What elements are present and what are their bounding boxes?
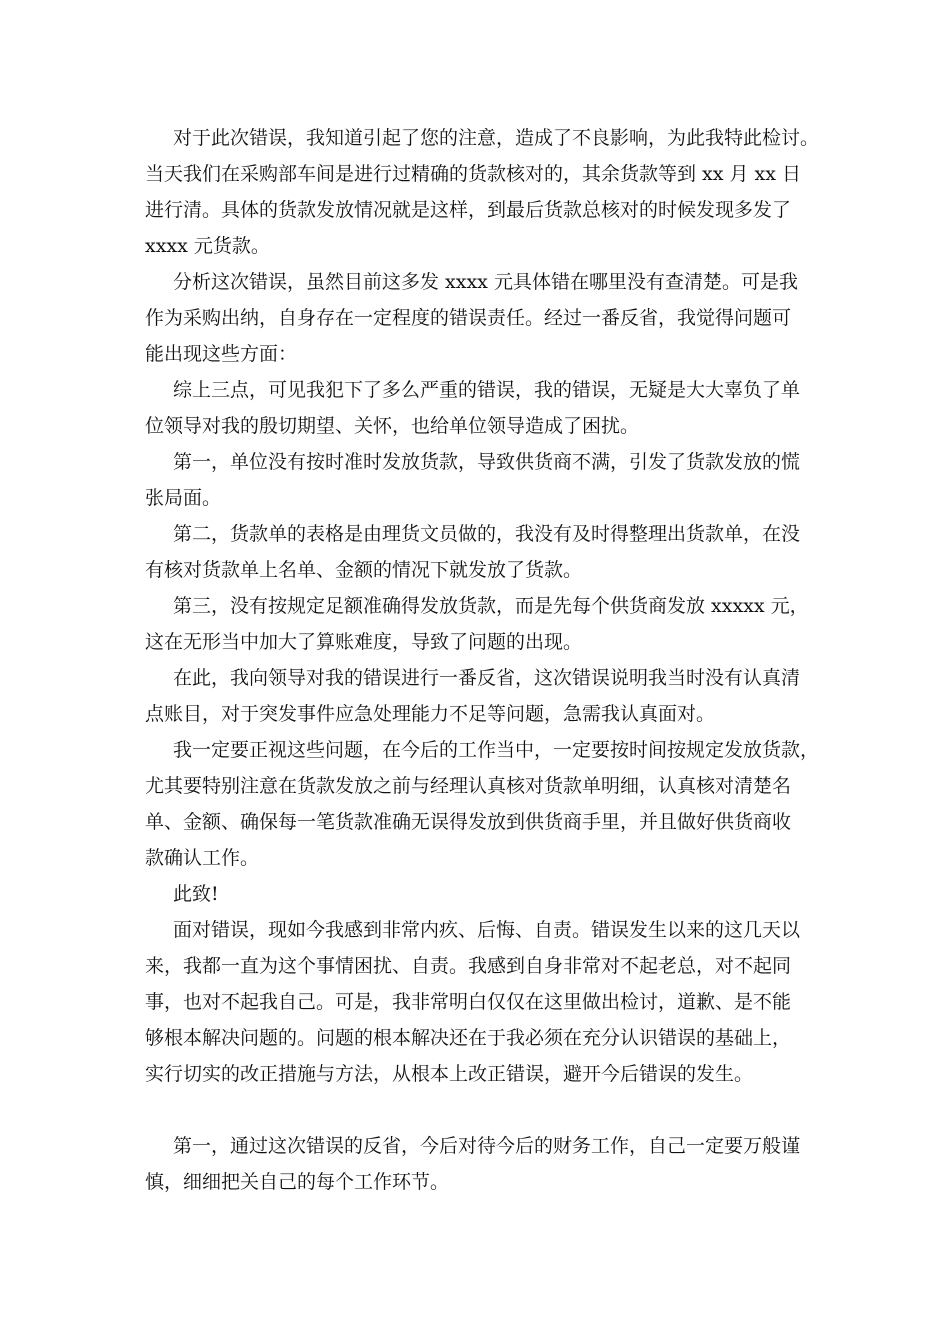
paragraph-10	[145, 1128, 815, 1200]
text-line: 对于此次错误，我知道引起了您的注意，造成了不良影响，为此我特此检讨。	[173, 127, 820, 149]
text-line: 能出现这些方面：	[145, 343, 298, 365]
text-line: 事，也对不起我自己。可是，我非常明白仅仅在这里做出检讨，道歉、是不能	[145, 991, 792, 1013]
text-line: 实行切实的改正措施与方法，从根本上改正错误，避开今后错误的发生。	[145, 1063, 754, 1085]
text-line: 我一定要正视这些问题，在今后的工作当中，一定要按时间按规定发放货款，	[173, 739, 820, 761]
text-line: 第三，没有按规定足额准确得发放货款，而是先每个供货商发放 xxxxx 元，	[173, 595, 809, 617]
text-line: xxxx 元货款。	[145, 235, 270, 257]
text-line: 第二，货款单的表格是由理货文员做的，我没有及时得整理出货款单，在没	[173, 523, 801, 545]
document-body	[145, 120, 820, 1200]
text-line: 面对错误，现如今我感到非常内疚、后悔、自责。错误发生以来的这几天以	[173, 919, 801, 941]
paragraph-9	[145, 912, 815, 1092]
paragraph-3	[145, 372, 815, 444]
text-line: 在此，我向领导对我的错误进行一番反省，这次错误说明我当时没有认真清	[173, 667, 801, 689]
text-line: 慎，细细把关自己的每个工作环节。	[145, 1171, 450, 1193]
paragraph-2	[145, 264, 815, 372]
text-line: 单、金额、确保每一笔货款准确无误得发放到供货商手里，并且做好供货商收	[145, 811, 792, 833]
text-line: 综上三点，可见我犯下了多么严重的错误，我的错误，无疑是大大辜负了单	[173, 379, 801, 401]
text-line: 当天我们在采购部车间是进行过精确的货款核对的，其余货款等到 xx 月 xx 日	[145, 163, 802, 185]
paragraph-5	[145, 516, 815, 588]
text-line: 第一，单位没有按时准时发放货款，导致供货商不满，引发了货款发放的慌	[173, 451, 801, 473]
text-line: 此致!	[173, 883, 219, 905]
text-line: 有核对货款单上名单、金额的情况下就发放了货款。	[145, 559, 583, 581]
text-line: 来，我都一直为这个事情困扰、自责。我感到自身非常对不起老总，对不起同	[145, 955, 792, 977]
paragraph-closing	[145, 876, 815, 912]
paragraph-8	[145, 732, 820, 876]
paragraph-4	[145, 444, 815, 516]
text-line: 进行清。具体的货款发放情况就是这样，到最后货款总核对的时候发现多发了	[145, 199, 792, 221]
text-line: 分析这次错误，虽然目前这多发 xxxx 元具体错在哪里没有查清楚。可是我	[173, 271, 798, 293]
text-line: 这在无形当中加大了算账难度，导致了问题的出现。	[145, 631, 583, 653]
paragraph-6	[145, 588, 815, 660]
text-line: 点账目，对于突发事件应急处理能力不足等问题，急需我认真面对。	[145, 703, 716, 725]
text-line: 作为采购出纳，自身存在一定程度的错误责任。经过一番反省，我觉得问题可	[145, 307, 792, 329]
text-line: 位领导对我的殷切期望、关怀，也给单位领导造成了困扰。	[145, 415, 640, 437]
text-line: 尤其要特别注意在货款发放之前与经理认真核对货款单明细，认真核对清楚名	[145, 775, 792, 797]
text-line: 款确认工作。	[145, 847, 260, 869]
blank-line	[145, 1092, 815, 1128]
paragraph-7	[145, 660, 815, 732]
text-line: 第一，通过这次错误的反省，今后对待今后的财务工作，自己一定要万般谨	[173, 1135, 801, 1157]
text-line: 张局面。	[145, 487, 222, 509]
text-line: 够根本解决问题的。问题的根本解决还在于我必须在充分认识错误的基础上，	[145, 1027, 792, 1049]
paragraph-1	[145, 120, 820, 264]
